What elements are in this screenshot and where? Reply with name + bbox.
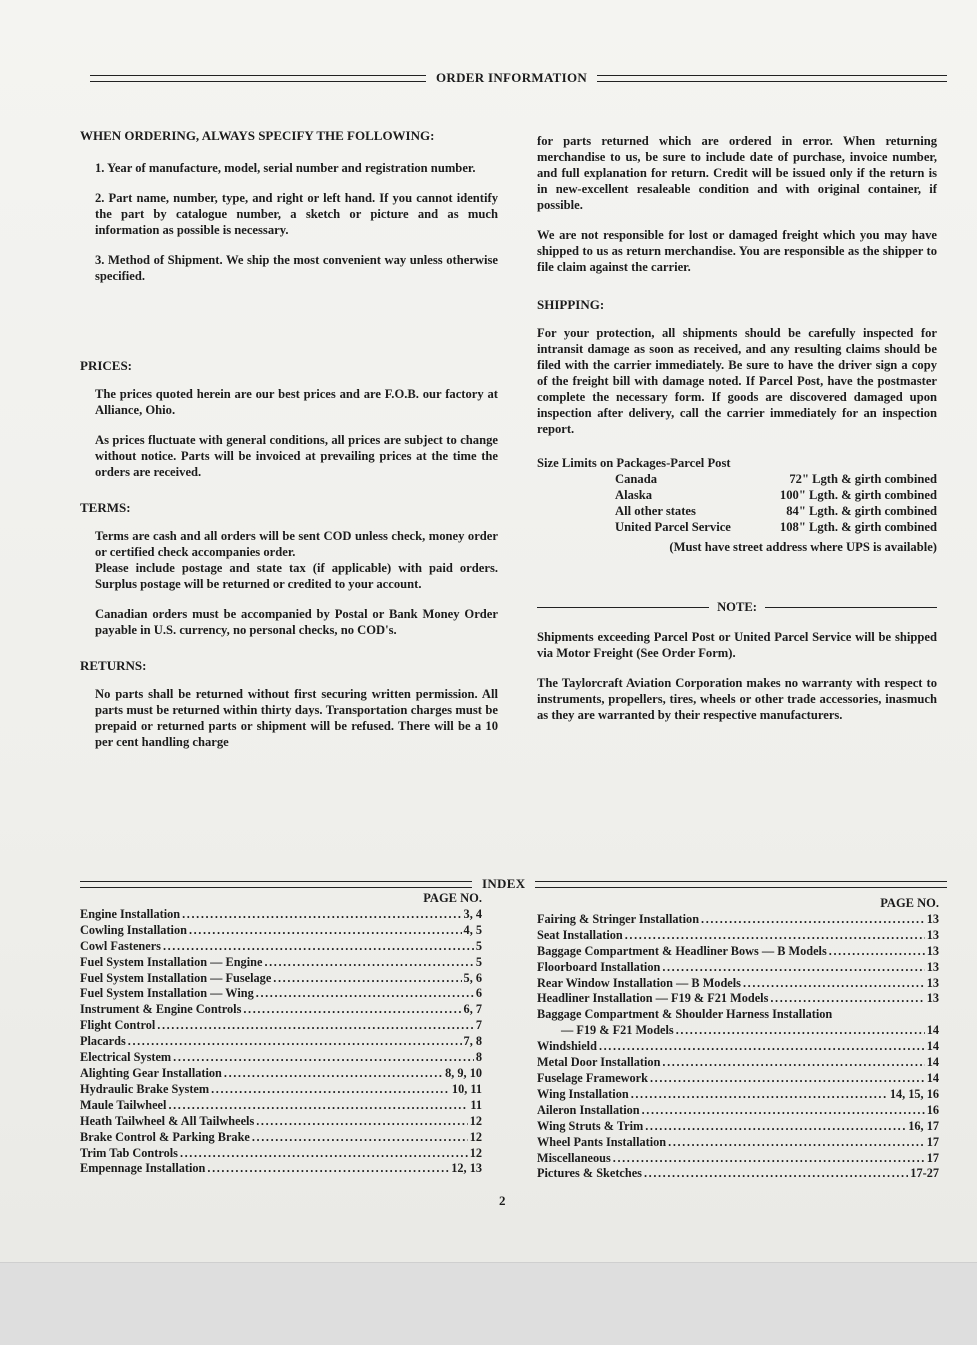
index-entry-page: 14 — [926, 1039, 939, 1054]
index-entry-page: 14, 15, 16 — [889, 1086, 939, 1101]
index-title: INDEX — [482, 876, 526, 891]
index-entry — [80, 1114, 482, 1130]
index-leader-dots — [650, 1071, 925, 1087]
size-limit-place: All other states — [615, 504, 696, 518]
index-entry-page: 13 — [926, 943, 939, 958]
terms-paragraph: Please include postage and state tax (if applicable) with paid orders. Surplus postage will be returned or credited to your account. — [95, 561, 498, 591]
index-entry-page: 5, 6 — [463, 970, 482, 985]
shipping-heading: SHIPPING: — [537, 297, 605, 312]
index-entry-page: 13 — [926, 927, 939, 942]
index-entry — [537, 960, 939, 976]
index-entry — [537, 1087, 939, 1103]
terms-paragraph: Terms are cash and all orders will be sent COD unless check, money order or certified check accompanies order. — [95, 529, 498, 559]
index-entry-label: Wing Struts & Trim — [537, 1118, 644, 1133]
index-leader-dots — [256, 986, 474, 1002]
index-entry-page: 13 — [926, 975, 939, 990]
index-entry-page: 16, 17 — [908, 1118, 939, 1133]
index-entry-page: 7 — [475, 1018, 482, 1033]
index-entry — [80, 1098, 482, 1114]
index-entry-label: Placards — [80, 1034, 126, 1049]
index-entry-label: Wheel Pants Installation — [537, 1134, 667, 1149]
header-rule-right — [597, 75, 947, 82]
index-entry-page: 12, 13 — [451, 1161, 482, 1176]
index-leader-dots — [273, 971, 461, 987]
index-entry-label: Brake Control & Parking Brake — [80, 1129, 250, 1144]
index-entry-page: 8, 9, 10 — [445, 1065, 482, 1080]
index-entry-label: Cowling Installation — [80, 922, 187, 937]
size-limit-value: 84" Lgth. & girth combined — [786, 504, 937, 518]
index-entry-page: 5 — [475, 938, 482, 953]
prices-heading: PRICES: — [80, 358, 133, 373]
index-leader-dots — [189, 923, 462, 939]
index-entry-label: Rear Window Installation — B Models — [537, 975, 741, 990]
index-entry-label: Cowl Fasteners — [80, 938, 161, 953]
size-limit-row — [615, 487, 937, 503]
index-entry-label: Aileron Installation — [537, 1102, 640, 1117]
index-entry-page: 12 — [469, 1113, 482, 1128]
index-entry — [537, 1071, 939, 1087]
index-entry-page: 8 — [475, 1050, 482, 1065]
note-paragraph: The Taylorcraft Aviation Corporation makes no warranty with respect to instruments, propellers, tires, wheels or other trade accessories, inasmuch as they are warranted by their respective manufacturers. — [537, 676, 937, 722]
index-entry-page: 12 — [469, 1145, 482, 1160]
index-entry-page: 17 — [926, 1134, 939, 1149]
index-entry-label: Headliner Installation — F19 & F21 Models — [537, 991, 769, 1006]
index-leader-dots — [252, 1130, 468, 1146]
index-leader-dots — [211, 1082, 450, 1098]
index-entry — [80, 1130, 482, 1146]
header-title: ORDER INFORMATION — [436, 70, 588, 85]
index-entry-label: Seat Installation — [537, 927, 623, 942]
index-entry — [537, 1135, 939, 1151]
size-limit-place: United Parcel Service — [615, 520, 731, 534]
index-entry-page: 14 — [926, 1070, 939, 1085]
index-leader-dots — [180, 1146, 468, 1162]
ordering-item: 1. Year of manufacture, model, serial number and registration number. — [95, 161, 476, 175]
index-leader-dots — [644, 1166, 908, 1182]
order-information-header — [90, 70, 947, 86]
index-page-header: PAGE NO. — [880, 896, 939, 910]
index-leader-dots — [163, 939, 474, 955]
index-entry-page: 16 — [926, 1102, 939, 1117]
index-entry — [537, 1103, 939, 1119]
size-limits-table — [537, 471, 937, 535]
index-leader-dots — [668, 1135, 925, 1151]
index-entry — [80, 1066, 482, 1082]
index-entry-page: 10, 11 — [451, 1081, 482, 1096]
index-entry-page: 14 — [926, 1023, 939, 1038]
index-entry-page: 14 — [926, 1055, 939, 1070]
index-entry — [80, 1050, 482, 1066]
index-entry-label: Fuselage Framework — [537, 1070, 648, 1085]
index-leader-dots — [243, 1002, 461, 1018]
index-leader-dots — [599, 1039, 925, 1055]
note-heading: NOTE: — [717, 600, 757, 614]
index-leader-dots — [642, 1103, 925, 1119]
index-entry-label: Heath Tailwheel & All Tailwheels — [80, 1113, 255, 1128]
index-entry — [80, 1146, 482, 1162]
index-leader-dots — [613, 1151, 925, 1167]
index-entry — [537, 976, 939, 992]
note-rule-right — [765, 607, 937, 608]
index-entry-page: 7, 8 — [463, 1034, 482, 1049]
index-entry — [537, 1055, 939, 1071]
index-entry-label: Windshield — [537, 1039, 597, 1054]
terms-heading: TERMS: — [80, 500, 131, 515]
prices-paragraph: The prices quoted herein are our best prices and are F.O.B. our factory at Alliance, Ohio. — [95, 387, 498, 417]
index-entry-page: 11 — [470, 1097, 482, 1112]
index-left-list — [80, 907, 482, 1177]
index-entry-page: 3, 4 — [463, 906, 482, 921]
index-leader-dots — [182, 907, 461, 923]
index-entry-label: Electrical System — [80, 1050, 172, 1065]
index-entry-page: 13 — [926, 991, 939, 1006]
index-entry — [80, 1034, 482, 1050]
ordering-item: 2. Part name, number, type, and right or left hand. If you cannot identify the part by catalogue number, a sketch or picture and as much information as possible is necessary. — [95, 191, 498, 237]
returns-heading: RETURNS: — [80, 658, 147, 673]
freight-paragraph: We are not responsible for lost or damaged freight which you may have shipped to us as return merchandise. You are responsible as the shipper to file claim against the carrier. — [537, 228, 937, 274]
index-entry-label: Floorboard Installation — [537, 959, 661, 974]
index-leader-dots — [207, 1161, 449, 1177]
index-entry — [537, 1023, 939, 1039]
index-entry-label: Fuel System Installation — Wing — [80, 986, 254, 1001]
size-limits-title: Size Limits on Packages-Parcel Post — [537, 456, 731, 470]
right-column — [537, 133, 937, 737]
index-leader-dots — [128, 1034, 462, 1050]
note-rule-left — [537, 607, 709, 608]
index-entry-page: 17 — [926, 1150, 939, 1165]
index-leader-dots — [264, 955, 473, 971]
index-rule-left — [80, 881, 472, 888]
returns-paragraph: No parts shall be returned without first securing written permission. All parts must be returned within thirty days. Transportation charges must be prepaid or returned parts or shipment will be refused. There will be a 10 per cent handling charge — [95, 687, 498, 749]
index-right-list — [537, 1039, 939, 1182]
index-leader-dots — [662, 960, 924, 976]
returns-continued: for parts returned which are ordered in error. When returning merchandise to us, be sure to include date of purchase, invoice number, and full explanation for return. Credit will be issued only if the return is in new-excellent resaleable condition and with original container, if possible. — [537, 134, 937, 212]
index-entry — [80, 907, 482, 923]
index-entry-page: 13 — [926, 959, 939, 974]
index-entry — [537, 928, 939, 944]
size-limit-place: Canada — [615, 472, 657, 486]
index-leader-dots — [631, 1087, 888, 1103]
index-entry — [537, 912, 939, 928]
index-entry — [80, 1082, 482, 1098]
index-entry — [80, 1161, 482, 1177]
index-entry-label: Trim Tab Controls — [80, 1145, 178, 1160]
index-entry-label: — F19 & F21 Models — [561, 1023, 674, 1038]
index-right-list — [537, 912, 939, 1007]
index-entry — [537, 944, 939, 960]
shipping-paragraph: For your protection, all shipments should be carefully inspected for intransit damage as soon as received, and any resulting claims should be filed with the carrier immediately. Be sure to have the driver sign a copy of the freight bill with damage noted. If Parcel Post, have the postmaster complete the necessary form. If goods are discovered damaged upon inspection after delivery, call the carrier immediately for an inspection report. — [537, 326, 937, 436]
index-leader-dots — [645, 1119, 906, 1135]
index-leader-dots — [256, 1114, 467, 1130]
index-entry — [537, 1151, 939, 1167]
index-entry — [80, 1018, 482, 1034]
note-header — [537, 599, 937, 615]
size-limit-value: 108" Lgth. & girth combined — [779, 520, 937, 534]
index-entry — [80, 939, 482, 955]
index-header — [80, 876, 947, 892]
index-right-column — [537, 896, 939, 1182]
index-entry — [80, 1002, 482, 1018]
index-entry — [80, 971, 482, 987]
index-page-header: PAGE NO. — [423, 891, 482, 905]
index-entry-label: Miscellaneous — [537, 1150, 611, 1165]
index-entry-label: Pictures & Sketches — [537, 1166, 642, 1181]
index-entry-label: Baggage Compartment & Headliner Bows — B Models — [537, 943, 827, 958]
index-entry — [80, 923, 482, 939]
page-edge — [0, 1262, 977, 1345]
index-entry-page: 5 — [475, 954, 482, 969]
index-rule-right — [535, 881, 947, 888]
index-entry-label: Hydraulic Brake System — [80, 1081, 210, 1096]
left-column — [80, 128, 498, 764]
index-leader-dots — [701, 912, 925, 928]
index-entry-label: Engine Installation — [80, 906, 181, 921]
page-number: 2 — [499, 1193, 506, 1208]
index-entry — [80, 986, 482, 1002]
index-entry-page: 12 — [469, 1129, 482, 1144]
index-leader-dots — [743, 976, 925, 992]
ordering-item: 3. Method of Shipment. We ship the most convenient way unless otherwise specified. — [95, 253, 498, 283]
index-entry-wrapped: Baggage Compartment & Shoulder Harness Installation — [537, 1007, 833, 1022]
index-leader-dots — [157, 1018, 474, 1034]
size-limit-row — [615, 471, 937, 487]
index-entry-label: Wing Installation — [537, 1086, 629, 1101]
ups-note: (Must have street address where UPS is available) — [669, 540, 937, 554]
index-entry-page: 17-27 — [910, 1166, 939, 1181]
index-entry-page: 4, 5 — [463, 922, 482, 937]
terms-paragraph: Canadian orders must be accompanied by Postal or Bank Money Order payable in U.S. currency, no personal checks, no COD's. — [95, 607, 498, 637]
index-entry — [537, 1166, 939, 1182]
header-rule-left — [90, 75, 426, 82]
index-leader-dots — [173, 1050, 474, 1066]
size-limit-row — [615, 503, 937, 519]
ordering-heading: WHEN ORDERING, ALWAYS SPECIFY THE FOLLOWING: — [80, 128, 435, 143]
index-entry — [80, 955, 482, 971]
size-limit-value: 72" Lgth & girth combined — [789, 472, 937, 486]
prices-paragraph: As prices fluctuate with general conditions, all prices are subject to change without notice. Parts will be invoiced at prevailing prices at the time the orders are received. — [95, 433, 498, 479]
index-entry-label: Fairing & Stringer Installation — [537, 911, 700, 926]
size-limit-value: 100" Lgth. & girth combined — [779, 488, 937, 502]
index-leader-dots — [676, 1023, 925, 1039]
index-entry-page: 6, 7 — [463, 1002, 482, 1017]
note-paragraph: Shipments exceeding Parcel Post or United Parcel Service will be shipped via Motor Freight (See Order Form). — [537, 630, 937, 660]
size-limit-row — [615, 519, 937, 535]
index-left-column — [80, 891, 482, 1177]
size-limit-place: Alaska — [615, 488, 653, 502]
index-entry-label: Instrument & Engine Controls — [80, 1002, 242, 1017]
index-entry-page: 13 — [926, 911, 939, 926]
index-entry — [537, 1119, 939, 1135]
index-leader-dots — [224, 1066, 443, 1082]
index-leader-dots — [625, 928, 925, 944]
index-leader-dots — [662, 1055, 924, 1071]
index-entry — [537, 991, 939, 1007]
index-entry-page: 6 — [475, 986, 482, 1001]
index-leader-dots — [168, 1098, 468, 1114]
index-entry-label: Metal Door Installation — [537, 1055, 661, 1070]
index-entry-label: Fuel System Installation — Engine — [80, 954, 263, 969]
index-entry-label: Flight Control — [80, 1018, 156, 1033]
index-entry-label: Fuel System Installation — Fuselage — [80, 970, 272, 985]
index-leader-dots — [829, 944, 925, 960]
index-entry-label: Empennage Installation — [80, 1161, 206, 1176]
index-entry — [537, 1039, 939, 1055]
index-entry-label: Maule Tailwheel — [80, 1097, 167, 1112]
index-entry-label: Alighting Gear Installation — [80, 1065, 222, 1080]
index-leader-dots — [770, 991, 924, 1007]
